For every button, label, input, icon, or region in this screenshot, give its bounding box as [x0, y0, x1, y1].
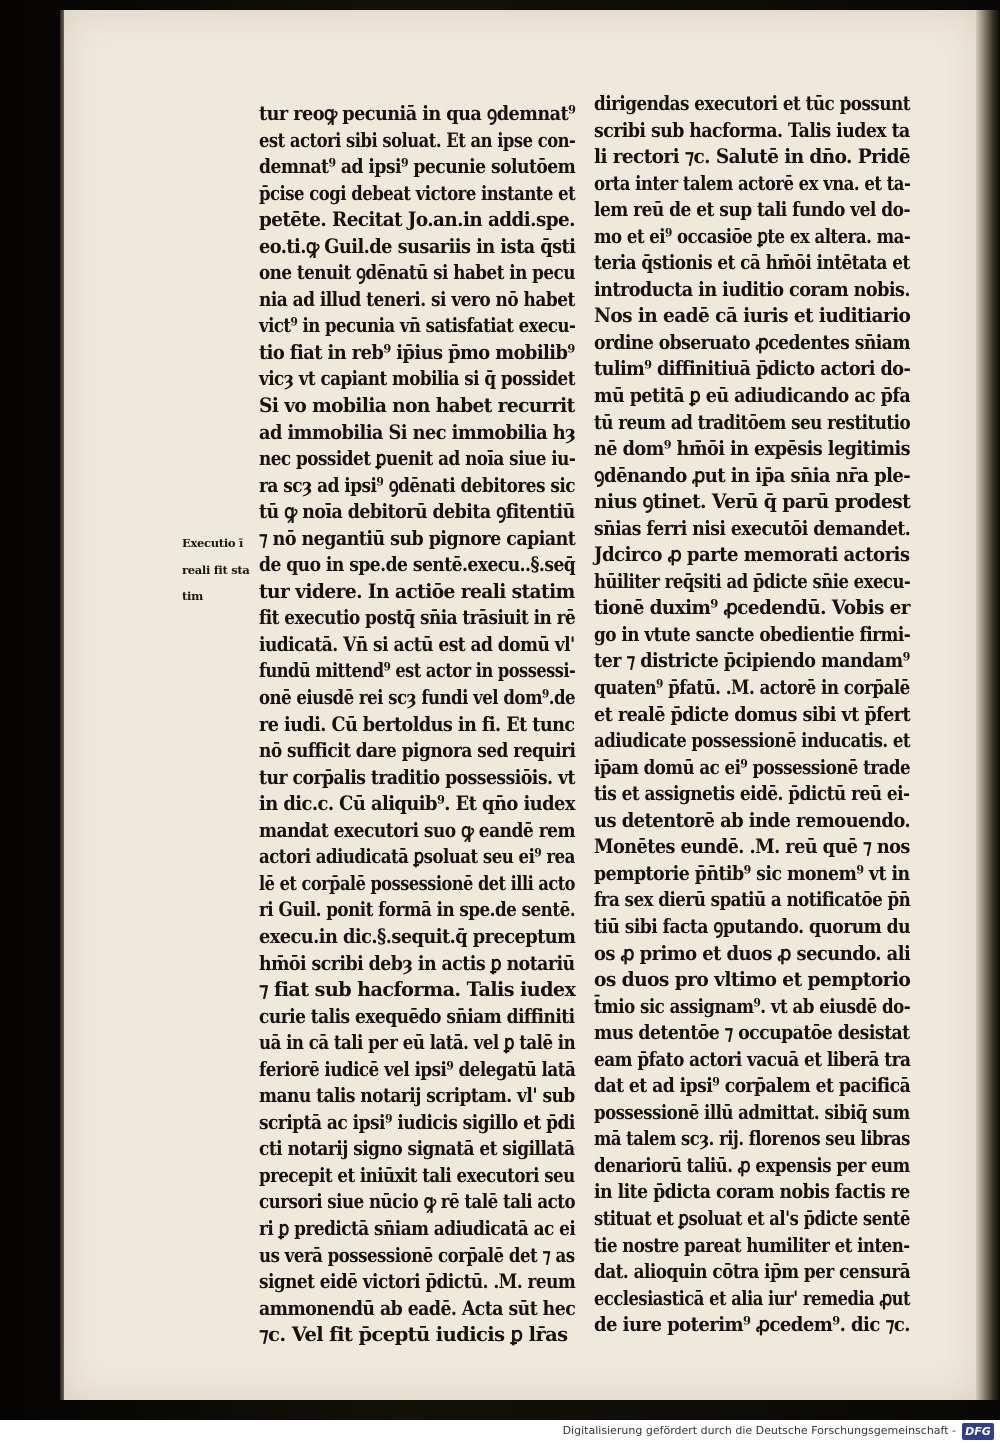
- text-line: scribi sub hacforma. Talis iudex ta: [594, 118, 910, 142]
- text-line: ri Guil. ponit formā in spe.de sentē.: [259, 898, 576, 922]
- text-line: re iudi. Cū bertoldus in fi. Et tunc: [259, 712, 575, 736]
- text-line: ⁊ nō negantiū sub pignore capiant: [259, 526, 576, 550]
- text-line: nō sufficit dare pignora sed requiri: [259, 739, 576, 763]
- text-line: in lite p̄dicta coram nobis factis re: [594, 1180, 910, 1204]
- text-line: Jdcirco ꝓ parte memorati actoris: [594, 543, 910, 567]
- text-line: nē dom⁹ hm̄ōi in expēsis legitimis: [594, 437, 911, 461]
- text-line: execu.in dic.§.sequit.q̄ preceptum: [259, 924, 576, 948]
- text-line: go in vtute sancte obedientie firmi-: [594, 622, 911, 646]
- text-line: tie nostre pareat humiliter et inten-: [594, 1233, 910, 1257]
- text-line: adiudicate possessionē inducatis. et: [594, 729, 911, 753]
- text-line: us detentorē ab inde remouendo.: [594, 808, 911, 832]
- text-line: ammonendū ab eadē. Acta sūt hec: [259, 1296, 576, 1320]
- text-line: ter ⁊ districte p̄cipiendo mandam⁹: [594, 649, 910, 673]
- text-line: ⁊ fiat sub hacforma. Talis iudex: [259, 978, 576, 1002]
- text-line: tū ꝙ noīa debitorū debita ꝯfitentiū: [259, 500, 575, 524]
- margin-note-line: tim: [182, 589, 203, 604]
- text-line: feriorē iudicē vel ipsi⁹ delegatū latā: [259, 1057, 576, 1081]
- text-line: dat et ad ipsi⁹ corp̄alem et pacificā: [594, 1074, 911, 1098]
- text-line: ⁊c. Vel fit p̄ceptū iudicis ꝑ lr̄as: [259, 1323, 568, 1347]
- text-line: Si vo mobilia non habet recurrit: [259, 394, 575, 418]
- text-line: sn̄ias ferri nisi executōi demandet.: [594, 516, 911, 540]
- text-line: tio fiat in reb⁹ ip̄ius p̄mo mobilib⁹: [259, 340, 575, 364]
- text-line: ordine obseruato ꝓcedentes sn̄iam: [594, 330, 911, 354]
- text-line: tis et assignetis eidē. p̄dictū reū ei-: [594, 782, 910, 806]
- text-line: ip̄am domū ac ei⁹ possessionē trade: [594, 755, 911, 779]
- page-edge-right: [976, 10, 1000, 1400]
- text-line: tiū sibi facta ꝯputando. quorum du: [594, 914, 910, 938]
- text-line: mandat executori suo ꝙ eandē rem: [259, 818, 576, 842]
- text-line: os ꝓ primo et duos ꝓ secundo. ali: [594, 941, 911, 965]
- text-line: eo.ti.ꝙ Guil.de susariis in ista q̄sti: [259, 234, 576, 258]
- text-line: Nos in eadē cā iuris et iuditiario: [594, 304, 911, 328]
- text-line: eam p̄fato actori vacuā et liberā tra: [594, 1047, 911, 1071]
- text-line: est actori sibi soluat. Et an ipse con-: [259, 128, 576, 152]
- text-line: ꝯdēnando ꝓut in ip̄a sn̄ia nr̄a ple-: [594, 463, 911, 487]
- text-line: pemptorie p̄n̄tib⁹ sic monem⁹ vt in: [594, 861, 910, 885]
- text-line: nia ad illud teneri. si vero nō habet: [259, 287, 575, 311]
- text-line: et realē p̄dicte domus sibi vt p̄fert: [594, 702, 911, 726]
- text-line: mā talem scȝ. rij. florenos seu libras: [594, 1127, 910, 1151]
- text-line: tionē duxim⁹ ꝓcedendū. Vobis er: [594, 596, 910, 620]
- text-line: mo et ei⁹ occasiōe ꝑte ex altera. ma-: [594, 224, 911, 248]
- text-line: t̄mio sic assignam⁹. vt ab eiusdē do-: [594, 994, 911, 1018]
- text-line: in dic.c. Cū aliquib⁹. Et qn̄o iudex: [259, 792, 575, 816]
- dfg-logo: DFG: [962, 1423, 994, 1440]
- text-line: os duos pro vltimo et pemptorio: [594, 968, 911, 992]
- text-line: tur videre. In actiōe reali statim: [259, 579, 575, 603]
- text-line: vict⁹ in pecunia vn̄ satisfatiat execu-: [259, 314, 576, 338]
- text-line: hūiliter req̄siti ad p̄dicte sn̄ie execu-: [594, 569, 911, 593]
- text-line: iudicatā. Vn̄ si actū est ad domū vl': [259, 632, 575, 656]
- text-line: demnat⁹ ad ipsi⁹ pecunie solutōem: [259, 155, 576, 179]
- text-line: tur reoꝙ pecuniā in qua ꝯdemnat⁹: [259, 102, 576, 125]
- text-line: ad immobilia Si nec immobilia hȝ: [259, 420, 576, 444]
- text-line: mū petitā ꝑ eū adiudicando ac p̄fa: [594, 384, 911, 408]
- text-line: ri ꝑ predictā sn̄iam adiudicatā ac ei: [259, 1216, 576, 1240]
- margin-note-line: Executio ī: [182, 536, 244, 550]
- footer-credit-text: Digitalisierung gefördert durch die Deutsche Forschungsgemeinschaft -: [562, 1424, 956, 1437]
- text-line: de iure poterim⁹ ꝓcedem⁹. dic ⁊c.: [594, 1313, 911, 1337]
- text-line: dat. alioquin cōtra ip̄m per censurā: [594, 1260, 911, 1284]
- text-line: teria q̄stionis et cā hm̄ōi intētata et: [594, 251, 910, 275]
- text-line: de quo in spe.de sentē.execu..§.seq̄: [259, 553, 576, 577]
- text-line: lem reū de et sup tali fundo vel do-: [594, 198, 910, 222]
- left-text-column: [259, 101, 575, 1349]
- text-line: us verā possessionē corp̄alē det ⁊ as: [259, 1243, 575, 1267]
- text-line: nius ꝯtinet. Verū q̄ parū prodest: [594, 490, 911, 514]
- margin-note-line: reali fit sta: [182, 562, 250, 577]
- text-line: fit executio postq̄ sn̄ia trāsiuit in rē: [259, 606, 576, 630]
- text-line: stituat et ꝑsoluat et al's p̄dicte sentē: [594, 1206, 910, 1230]
- text-line: fra sex dierū spatiū a notificatōe p̄n̄: [594, 888, 911, 912]
- right-text-column: [594, 91, 910, 1339]
- text-line: tulim⁹ diffinitiuā p̄dicto actori do-: [594, 357, 911, 381]
- text-line: one tenuit ꝯdēnatū si habet in pecu: [259, 261, 575, 285]
- text-line: ra scȝ ad ipsi⁹ ꝯdēnati debitores sic: [259, 473, 576, 497]
- text-line: signet eidē victori p̄dictū. .M. reum: [259, 1270, 576, 1294]
- text-line: quaten⁹ p̄fatū. .M. actorē in corp̄alē: [594, 676, 910, 700]
- text-line: possessionē illū admittat. sibiq̄ sum: [594, 1100, 910, 1124]
- text-line: dirigendas executori et tūc possunt: [594, 92, 910, 115]
- text-line: onē eiusdē rei scȝ fundi vel dom⁹.de: [259, 686, 576, 710]
- text-line: precepit et iniūxit tali executori seu: [259, 1163, 575, 1187]
- text-line: uā in cā tali per eū latā. vel ꝑ talē in: [259, 1031, 576, 1055]
- text-line: lē et corp̄alē possessionē det illi acto: [259, 871, 575, 895]
- text-line: scriptā ac ipsi⁹ iudicis sigillo et p̄di: [259, 1110, 575, 1134]
- marginal-note: [182, 536, 256, 616]
- text-line: hm̄ōi scribi debȝ in actis ꝑ notariū: [259, 951, 575, 975]
- text-line: ecclesiasticā et alia iur' remedia ꝓut: [594, 1286, 911, 1310]
- text-line: tū reum ad traditōem seu restitutio: [594, 410, 911, 434]
- text-line: curie talis exequēdo sn̄iam diffiniti: [259, 1004, 575, 1028]
- text-line: petēte. Recitat Jo.an.in addi.spe.: [259, 208, 575, 232]
- text-line: introducta in iuditio coram nobis.: [594, 277, 911, 301]
- text-line: fundū mittend⁹ est actor in possessi-: [259, 659, 576, 683]
- text-line: tur corp̄alis traditio possessiōis. vt: [259, 765, 575, 789]
- text-line: p̄cise cogi debeat victore instante et: [259, 181, 576, 205]
- text-line: cursori siue nūcio ꝙ rē talē tali acto: [259, 1190, 576, 1214]
- text-line: orta inter talem actorē ex vna. et ta-: [594, 171, 911, 195]
- text-line: denariorū taliū. ꝓ expensis per eum: [594, 1153, 910, 1177]
- text-line: cti notarij signo signatā et sigillatā: [259, 1137, 575, 1161]
- text-line: mus detentōe ⁊ occupatōe desistat: [594, 1021, 910, 1045]
- text-line: Monētes eundē. .M. reū quē ⁊ nos: [594, 835, 910, 859]
- text-line: actori adiudicatā ꝑsoluat seu ei⁹ rea: [259, 845, 575, 869]
- text-line: li rectori ⁊c. Salutē in dn̄o. Pridē: [594, 145, 911, 169]
- text-line: nec possidet ꝑuenit ad noīa siue iu-: [259, 447, 576, 471]
- text-line: vicȝ vt capiant mobilia si q̄ possidet: [259, 367, 575, 391]
- footer-bar: [0, 1420, 1000, 1444]
- text-line: manu talis notarij scriptam. vl' sub: [259, 1084, 575, 1108]
